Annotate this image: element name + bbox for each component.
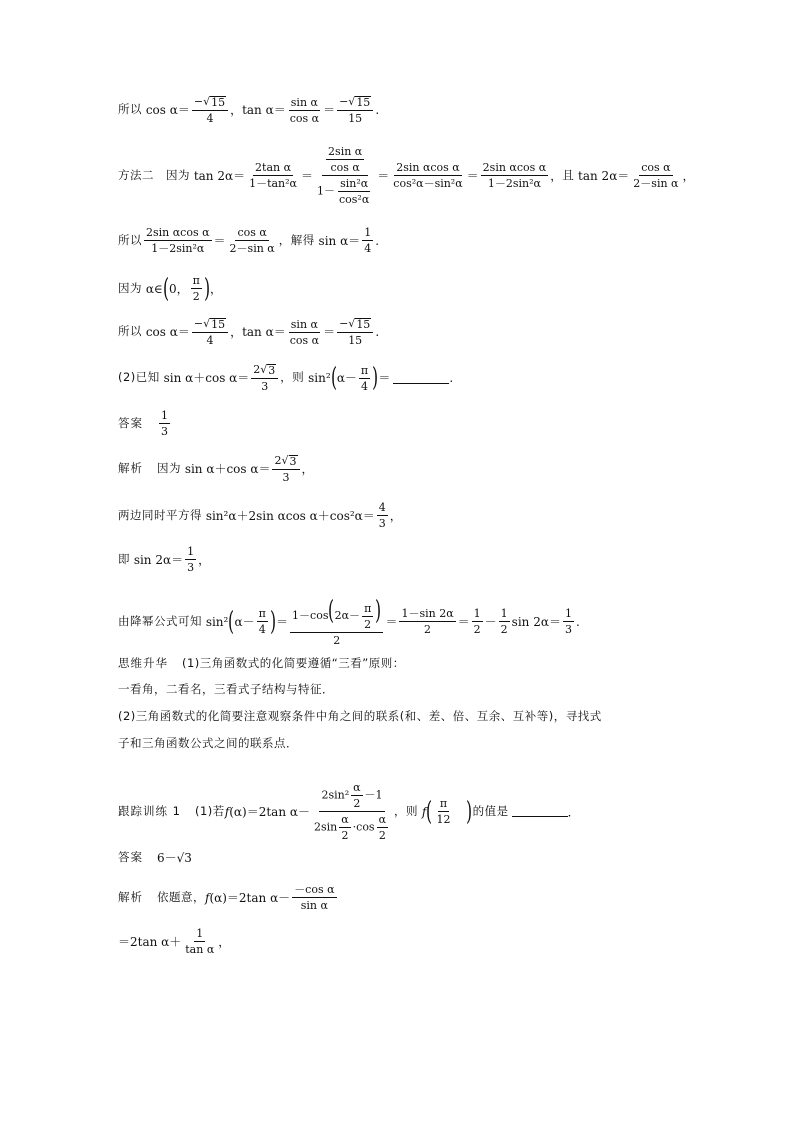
- analysis-line-1: 解析 因为 sin α＋cos α＝ 2 √ 3 3 ，: [118, 454, 314, 484]
- fraction: $\frac{\text{2sin αcos α}}{\text{cos²α－sin²α}}$: [393, 161, 463, 190]
- text-value-is: 的值是: [472, 803, 509, 818]
- line-so-solve: 所以 $\frac{\text{2sin αcos α}}{\text{1－2sin²α}}$ ＝ $\frac{\text{cos α}}{\text{2－sin α}}$ ，解得 sin α＝ $\frac{1}{4}$ .: [118, 226, 380, 255]
- fraction: $\frac{\text{2sin αcos α}}{\text{1－2sin²α}}$: [482, 161, 547, 190]
- label-track: 跟踪训练 1: [118, 803, 181, 818]
- fraction: $\frac{\pi}{4}$: [258, 607, 266, 637]
- label-answer: 答案: [118, 415, 143, 430]
- label-analysis: 解析: [118, 889, 143, 904]
- text-square: 两边同时平方得: [118, 507, 202, 522]
- fraction: − √ 15 15: [337, 318, 373, 346]
- fraction: $\frac{1}{3}$: [187, 545, 195, 574]
- think-line-2: [118, 684, 334, 696]
- text-then2: ，则: [394, 803, 419, 818]
- fraction: $\frac{1}{\text{tan α}}$: [185, 927, 215, 956]
- answer-line: [118, 410, 172, 437]
- text-then: ，则: [280, 370, 305, 385]
- fraction: − √ 15 4: [192, 96, 228, 124]
- answer-blank: [393, 373, 449, 384]
- fraction: $\frac{1}{3}$: [564, 607, 572, 637]
- label-answer: 答案: [118, 850, 143, 865]
- answer-blank: [512, 806, 568, 817]
- fraction: $\frac{1}{2}$: [500, 607, 508, 637]
- fraction: $\frac{\text{cos α}}{\text{2－sin α}}$: [633, 161, 679, 190]
- track-analysis-1: 解析 依题意， f(α)＝2tan α－ $\frac{\text{－cos α}}{\text{sin α}}$: [118, 883, 335, 912]
- track-analysis-2: ＝2tan α＋ $\frac{1}{\text{tan α}}$ ，: [118, 927, 231, 956]
- fraction: $\frac{\text{－cos α}}{\text{sin α}}$: [294, 883, 335, 912]
- label-analysis: 解析: [118, 461, 143, 476]
- fraction: $\frac{\pi}{2}$: [192, 274, 200, 303]
- fraction: 2 √ 3 3: [251, 364, 278, 392]
- text-because: 因为: [157, 461, 181, 476]
- text-so2: 所以: [118, 324, 142, 339]
- text-because: 因为: [166, 167, 190, 182]
- text-track-q: (1)若: [194, 803, 225, 818]
- fraction-compound: 1－cos(2α－ $\frac{\pi}{2}$ ) 2: [290, 598, 383, 646]
- analysis-line-3: 即 sin 2α＝ $\frac{1}{3}$ ，: [118, 545, 211, 574]
- text-reduce: 由降幂公式可知: [118, 614, 202, 628]
- label-method2: 方法二: [118, 167, 154, 182]
- math-tan: ，tan α＝: [230, 103, 286, 117]
- line-cos-tan-1: 所以 cos α＝ − √ 15 4 ，tan α＝ $\frac{\text{sin α}}{\text{cos α}}$ ＝ − √ 15 15 .: [118, 95, 380, 125]
- fraction: $\frac{1}{4}$: [364, 226, 372, 255]
- line-alpha-range: 因为 α∈ ( 0， $\frac{\pi}{2}$ ) ，: [118, 273, 223, 304]
- fraction: $\frac{\text{sin α}}{\text{cos α}}$: [289, 95, 320, 125]
- line-method2: 方法二 因为 tan 2α＝ $\frac{\text{2tan α}}{\text{1－tan²α}}$ ＝ $\frac{\text{2sin α}}{\text{cos α}}$ 1－ $\frac{\text{sin²α}}{\text{cos²α}}$ ＝ $\frac{\text{2sin αcos α}}{\text{cos²α－sin²α}}$ ＝ $\frac{\text{2sin αcos α}}{\text{1－2sin²α}}$ ， 且 tan 2α＝ $\frac{\text{cos α}}{\text{2－sin α}}$ ，: [118, 145, 695, 206]
- line-cos-tan-2: 所以 cos α＝ − √ 15 4 ，tan α＝ $\frac{\text{sin α}}{\text{cos α}}$ ＝ − √ 15 15 .: [118, 317, 380, 347]
- think-line-3: [118, 711, 602, 723]
- track-question: 跟踪训练 1 (1)若 f(α)＝2tan α－ 2sin² $\frac{\alpha}{2}$ －1 2sin $\frac{\alpha}{2}$ ·cos $\frac{\alpha}{2}$ ，则 f ( $\frac{\pi}{12}$ ) 的值是 ．: [118, 781, 580, 842]
- fraction-compound: 2sin² $\frac{\alpha}{2}$ －1 2sin $\frac{\alpha}{2}$ ·cos $\frac{\alpha}{2}$: [313, 781, 387, 842]
- fraction: $\frac{\pi}{12}$: [436, 797, 451, 826]
- text-think3: (2)三角函数式的化简要注意观察条件中角之间的联系(和、差、倍、互余、互补等)，寻找式: [118, 709, 602, 723]
- fraction: $\frac{1}{2}$: [473, 607, 481, 637]
- answer-fraction: $\frac{1}{3}$: [161, 409, 168, 438]
- fraction: − √ 15 4: [192, 318, 228, 346]
- text-yiti: 依题意，: [157, 889, 205, 904]
- fraction: $\frac{\text{2tan α}}{\text{1－tan²α}}$: [249, 161, 297, 190]
- fraction: $\frac{\text{cos α}}{\text{2－sin α}}$: [229, 226, 275, 255]
- think-line-1: [118, 658, 405, 670]
- text-ji: 即: [118, 551, 130, 566]
- track-answer: [118, 852, 192, 864]
- answer-value: 6－√3: [157, 851, 192, 865]
- text-q2: (2)已知: [118, 370, 160, 385]
- fraction: $\frac{\text{2sin αcos α}}{\text{1－2sin²α}}$: [146, 226, 210, 255]
- text-because2: 因为: [118, 280, 142, 295]
- text-suoyi: 所以: [118, 102, 142, 117]
- fraction: $\frac{1-\sin 2\alpha}{2}$: [401, 607, 454, 637]
- analysis-line-4: 由降幂公式可知 sin² ( α－ $\frac{\pi}{4}$ ) ＝ 1－cos(2α－ $\frac{\pi}{2}$ ) 2 ＝ $\frac{1-\sin 2\alpha}{2}$ ＝ $\frac{1}{2}$ － $\frac{1}{2}$ sin 2α＝ $\frac{1}{3}$ .: [118, 596, 580, 647]
- fraction: − √ 15 15: [337, 96, 373, 124]
- fraction: 2 √ 3 3: [272, 455, 299, 483]
- math-cos: cos α＝: [142, 103, 190, 117]
- text-think2: 一看角，二看名，三看式子结构与特征．: [118, 682, 334, 696]
- text-so: 所以: [118, 232, 142, 247]
- question-2: (2)已知 sin α＋cos α＝ 2 √ 3 3 ，则 sin² ( α－ $\frac{\pi}{4}$ ) ＝ .: [118, 363, 454, 393]
- label-think: 思维升华: [118, 656, 168, 670]
- text-think4: 子和三角函数公式之间的联系点．: [118, 736, 298, 750]
- fraction: $\frac{\pi}{4}$: [360, 363, 369, 393]
- fraction: $\frac{4}{3}$: [378, 501, 386, 530]
- text-think1: (1)三角函数式的化简要遵循“三看”原则：: [182, 656, 405, 670]
- text-and: 且: [562, 167, 575, 182]
- think-line-4: [118, 738, 298, 750]
- analysis-line-2: 两边同时平方得 sin²α＋2sin αcos α＋cos²α＝ $\frac{4}{3}$ ，: [118, 501, 402, 530]
- fraction: $\frac{\text{sin α}}{\text{cos α}}$: [289, 317, 320, 347]
- fraction-compound: $\frac{\text{2sin α}}{\text{cos α}}$ 1－ $\frac{\text{sin²α}}{\text{cos²α}}$: [317, 145, 370, 206]
- text-solve: ，解得: [278, 232, 315, 247]
